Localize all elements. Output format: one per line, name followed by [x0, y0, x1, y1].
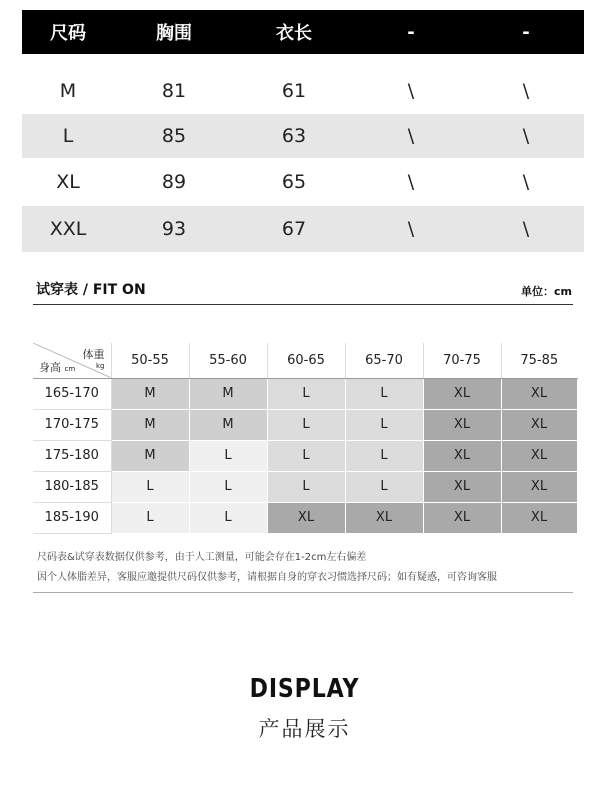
height-unit: cm	[64, 364, 76, 373]
blank-cell: \	[522, 80, 530, 102]
size-table-header	[22, 10, 584, 54]
fit-row	[33, 378, 577, 409]
height-label: 身高 cm	[39, 360, 76, 374]
weight-range: 60-65	[267, 343, 345, 378]
weight-range: 50-55	[111, 343, 189, 378]
weight-range: 75-85	[501, 343, 577, 378]
length-cell: 63	[281, 125, 307, 147]
size-cell: M	[111, 378, 189, 409]
size-cell: L	[111, 502, 189, 533]
size-cell: M	[111, 440, 189, 471]
size-cell: L	[267, 409, 345, 440]
fit-on-title: 试穿表 / FIT ON	[36, 282, 146, 298]
length-cell: 67	[281, 218, 307, 240]
chest-cell: 85	[161, 125, 187, 147]
length-cell: 61	[281, 80, 307, 102]
weight-range: 65-70	[345, 343, 423, 378]
weight-unit: kg	[96, 362, 105, 370]
header-chest: 胸围	[156, 23, 192, 44]
size-table	[22, 10, 584, 252]
fit-row	[33, 471, 577, 502]
size-cell: XL	[501, 502, 577, 533]
size-cell: L	[267, 471, 345, 502]
size-cell: L	[267, 378, 345, 409]
length-cell: 65	[281, 171, 307, 193]
weight-range: 55-60	[189, 343, 267, 378]
size-cell: XL	[501, 440, 577, 471]
weight-range: 70-75	[423, 343, 501, 378]
fit-on-table	[33, 343, 578, 534]
size-cell: L	[189, 502, 267, 533]
size-cell: L	[345, 440, 423, 471]
blank-cell: \	[522, 171, 530, 193]
weight-label: 体重 kg	[82, 348, 105, 370]
size-cell: L	[345, 471, 423, 502]
note-line: 尺码表&试穿表数据仅供参考，由于人工测量，可能会存在1-2cm左右偏差	[37, 552, 367, 563]
blank-cell: \	[522, 218, 530, 240]
display-subtitle: 产品展示	[258, 717, 351, 741]
size-cell: L	[189, 440, 267, 471]
size-cell: XL	[423, 440, 501, 471]
size-row-l	[22, 114, 584, 158]
size-cell: XL	[423, 502, 501, 533]
size-cell: XL	[501, 471, 577, 502]
divider	[33, 592, 573, 593]
header-blank-2: -	[522, 21, 530, 43]
size-cell: L	[267, 440, 345, 471]
header-blank-1: -	[407, 21, 415, 43]
blank-cell: \	[407, 80, 415, 102]
height-range: 175-180	[33, 440, 111, 471]
chest-cell: 89	[161, 171, 187, 193]
divider	[33, 304, 573, 305]
corner-header	[33, 343, 111, 378]
size-cell: L	[345, 409, 423, 440]
size-cell: XL	[423, 409, 501, 440]
blank-cell: \	[407, 125, 415, 147]
size-cell: XL	[501, 378, 577, 409]
size-cell: XXL	[49, 218, 87, 240]
blank-cell: \	[407, 171, 415, 193]
size-cell: XL	[501, 409, 577, 440]
notes	[37, 548, 497, 588]
size-cell: M	[111, 409, 189, 440]
fit-row	[33, 440, 577, 471]
chest-cell: 93	[161, 218, 187, 240]
size-cell: M	[189, 409, 267, 440]
size-row-xxl	[22, 206, 584, 252]
blank-cell: \	[407, 218, 415, 240]
size-row-m	[22, 54, 584, 114]
size-cell: L	[189, 471, 267, 502]
size-cell: XL	[267, 502, 345, 533]
blank-cell: \	[522, 125, 530, 147]
weight-header-row	[33, 343, 577, 378]
size-cell: XL	[423, 471, 501, 502]
height-range: 170-175	[33, 409, 111, 440]
display-title: DISPLAY	[249, 674, 360, 704]
unit-label: 单位：cm	[521, 285, 572, 298]
header-length: 衣长	[276, 23, 312, 44]
size-cell: M	[189, 378, 267, 409]
size-cell: L	[111, 471, 189, 502]
size-cell: XL	[56, 171, 80, 193]
fit-row	[33, 409, 577, 440]
fit-row	[33, 502, 577, 533]
size-cell: XL	[345, 502, 423, 533]
chest-cell: 81	[161, 80, 187, 102]
height-range: 185-190	[33, 502, 111, 533]
size-cell: M	[59, 80, 77, 102]
size-cell: L	[62, 125, 74, 147]
note-line: 因个人体脂差异，客服应邀提供尺码仅供参考，请根据自身的穿衣习惯选择尺码；如有疑惑，可咨询客服	[37, 572, 497, 583]
size-cell: XL	[423, 378, 501, 409]
height-range: 180-185	[33, 471, 111, 502]
height-range: 165-170	[33, 378, 111, 409]
size-row-xl	[22, 158, 584, 206]
size-cell: L	[345, 378, 423, 409]
header-size: 尺码	[50, 23, 86, 44]
